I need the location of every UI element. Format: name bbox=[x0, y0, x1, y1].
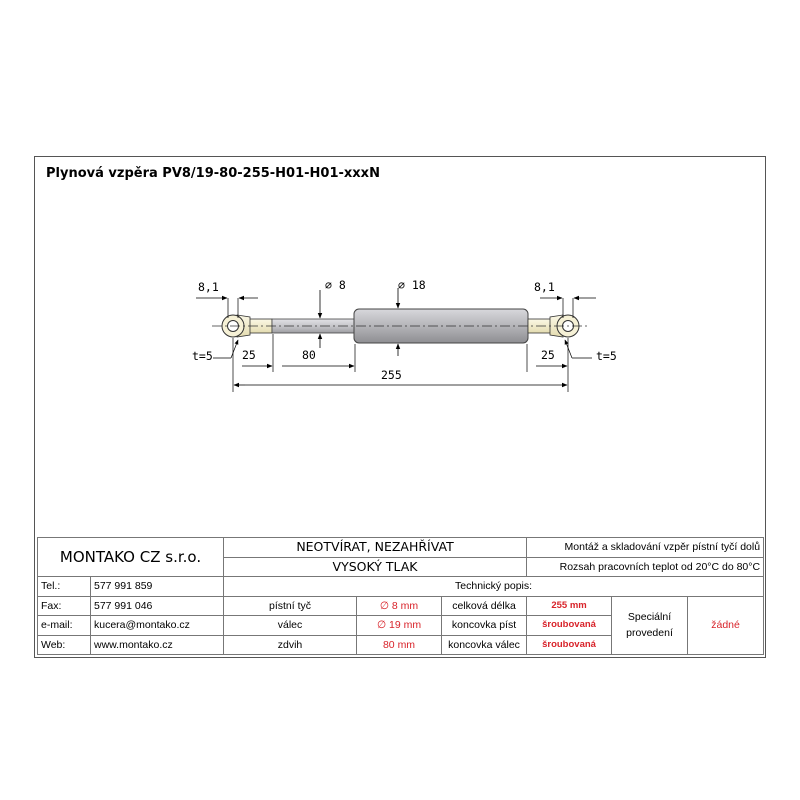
spec-name: koncovka píst bbox=[442, 616, 527, 636]
dim-left-end-label: 25 bbox=[242, 348, 256, 362]
spec-value: 255 mm bbox=[527, 596, 612, 616]
title-block bbox=[37, 537, 764, 655]
dim-left-thickness-label: t=5 bbox=[192, 349, 213, 363]
drawing-title: Plynová vzpěra PV8/19-80-255-H01-H01-xxxN bbox=[46, 166, 380, 181]
spec-value: ∅ 8 mm bbox=[357, 596, 442, 616]
warning-high-pressure: VYSOKÝ TLAK bbox=[224, 557, 527, 577]
contact-label: Fax: bbox=[38, 596, 91, 616]
spec-name: válec bbox=[224, 616, 357, 636]
special-version-value: žádné bbox=[688, 596, 764, 655]
dim-right-thickness bbox=[565, 340, 617, 363]
dim-right-eye-label: 8,1 bbox=[534, 280, 555, 294]
spec-value: šroubovaná bbox=[527, 616, 612, 636]
contact-label: e-mail: bbox=[38, 616, 91, 636]
dim-right-eye bbox=[534, 280, 596, 318]
dim-cylinder-diameter-label: ⌀ 18 bbox=[398, 278, 426, 292]
dim-right-thickness-label: t=5 bbox=[596, 349, 617, 363]
dim-right-end-label: 25 bbox=[541, 348, 555, 362]
warning-no-open: NEOTVÍRAT, NEZAHŘÍVAT bbox=[224, 538, 527, 558]
dim-stroke-label: 80 bbox=[302, 348, 316, 362]
dim-total-length bbox=[234, 368, 567, 385]
spec-value: šroubovaná bbox=[527, 635, 612, 655]
spec-name: koncovka válec bbox=[442, 635, 527, 655]
dim-left-thickness bbox=[192, 340, 238, 363]
spec-name: zdvih bbox=[224, 635, 357, 655]
tech-header: Technický popis: bbox=[224, 577, 764, 597]
dim-rod-diameter bbox=[320, 278, 346, 348]
contact-value: kucera@montako.cz bbox=[91, 616, 224, 636]
contact-value: 577 991 859 bbox=[91, 577, 224, 597]
spec-value: 80 mm bbox=[357, 635, 442, 655]
dim-left-eye bbox=[196, 280, 258, 318]
contact-value: www.montako.cz bbox=[91, 635, 224, 655]
dim-total-length-label: 255 bbox=[381, 368, 402, 382]
spec-name: pístní tyč bbox=[224, 596, 357, 616]
spec-value: ∅ 19 mm bbox=[357, 616, 442, 636]
contact-label: Tel.: bbox=[38, 577, 91, 597]
dim-rod-diameter-label: ⌀ 8 bbox=[325, 278, 346, 292]
spec-name: celková délka bbox=[442, 596, 527, 616]
note-temperature: Rozsah pracovních teplot od 20°C do 80°C bbox=[527, 557, 764, 577]
note-mounting: Montáž a skladování vzpěr pístní tyčí dolů bbox=[527, 538, 764, 558]
contact-value: 577 991 046 bbox=[91, 596, 224, 616]
dim-left-eye-label: 8,1 bbox=[198, 280, 219, 294]
special-version-label: Speciální provedení bbox=[612, 596, 688, 655]
left-eye-fitting bbox=[222, 315, 272, 337]
contact-label: Web: bbox=[38, 635, 91, 655]
right-eye-fitting bbox=[528, 315, 579, 337]
company-name: MONTAKO CZ s.r.o. bbox=[38, 538, 224, 577]
